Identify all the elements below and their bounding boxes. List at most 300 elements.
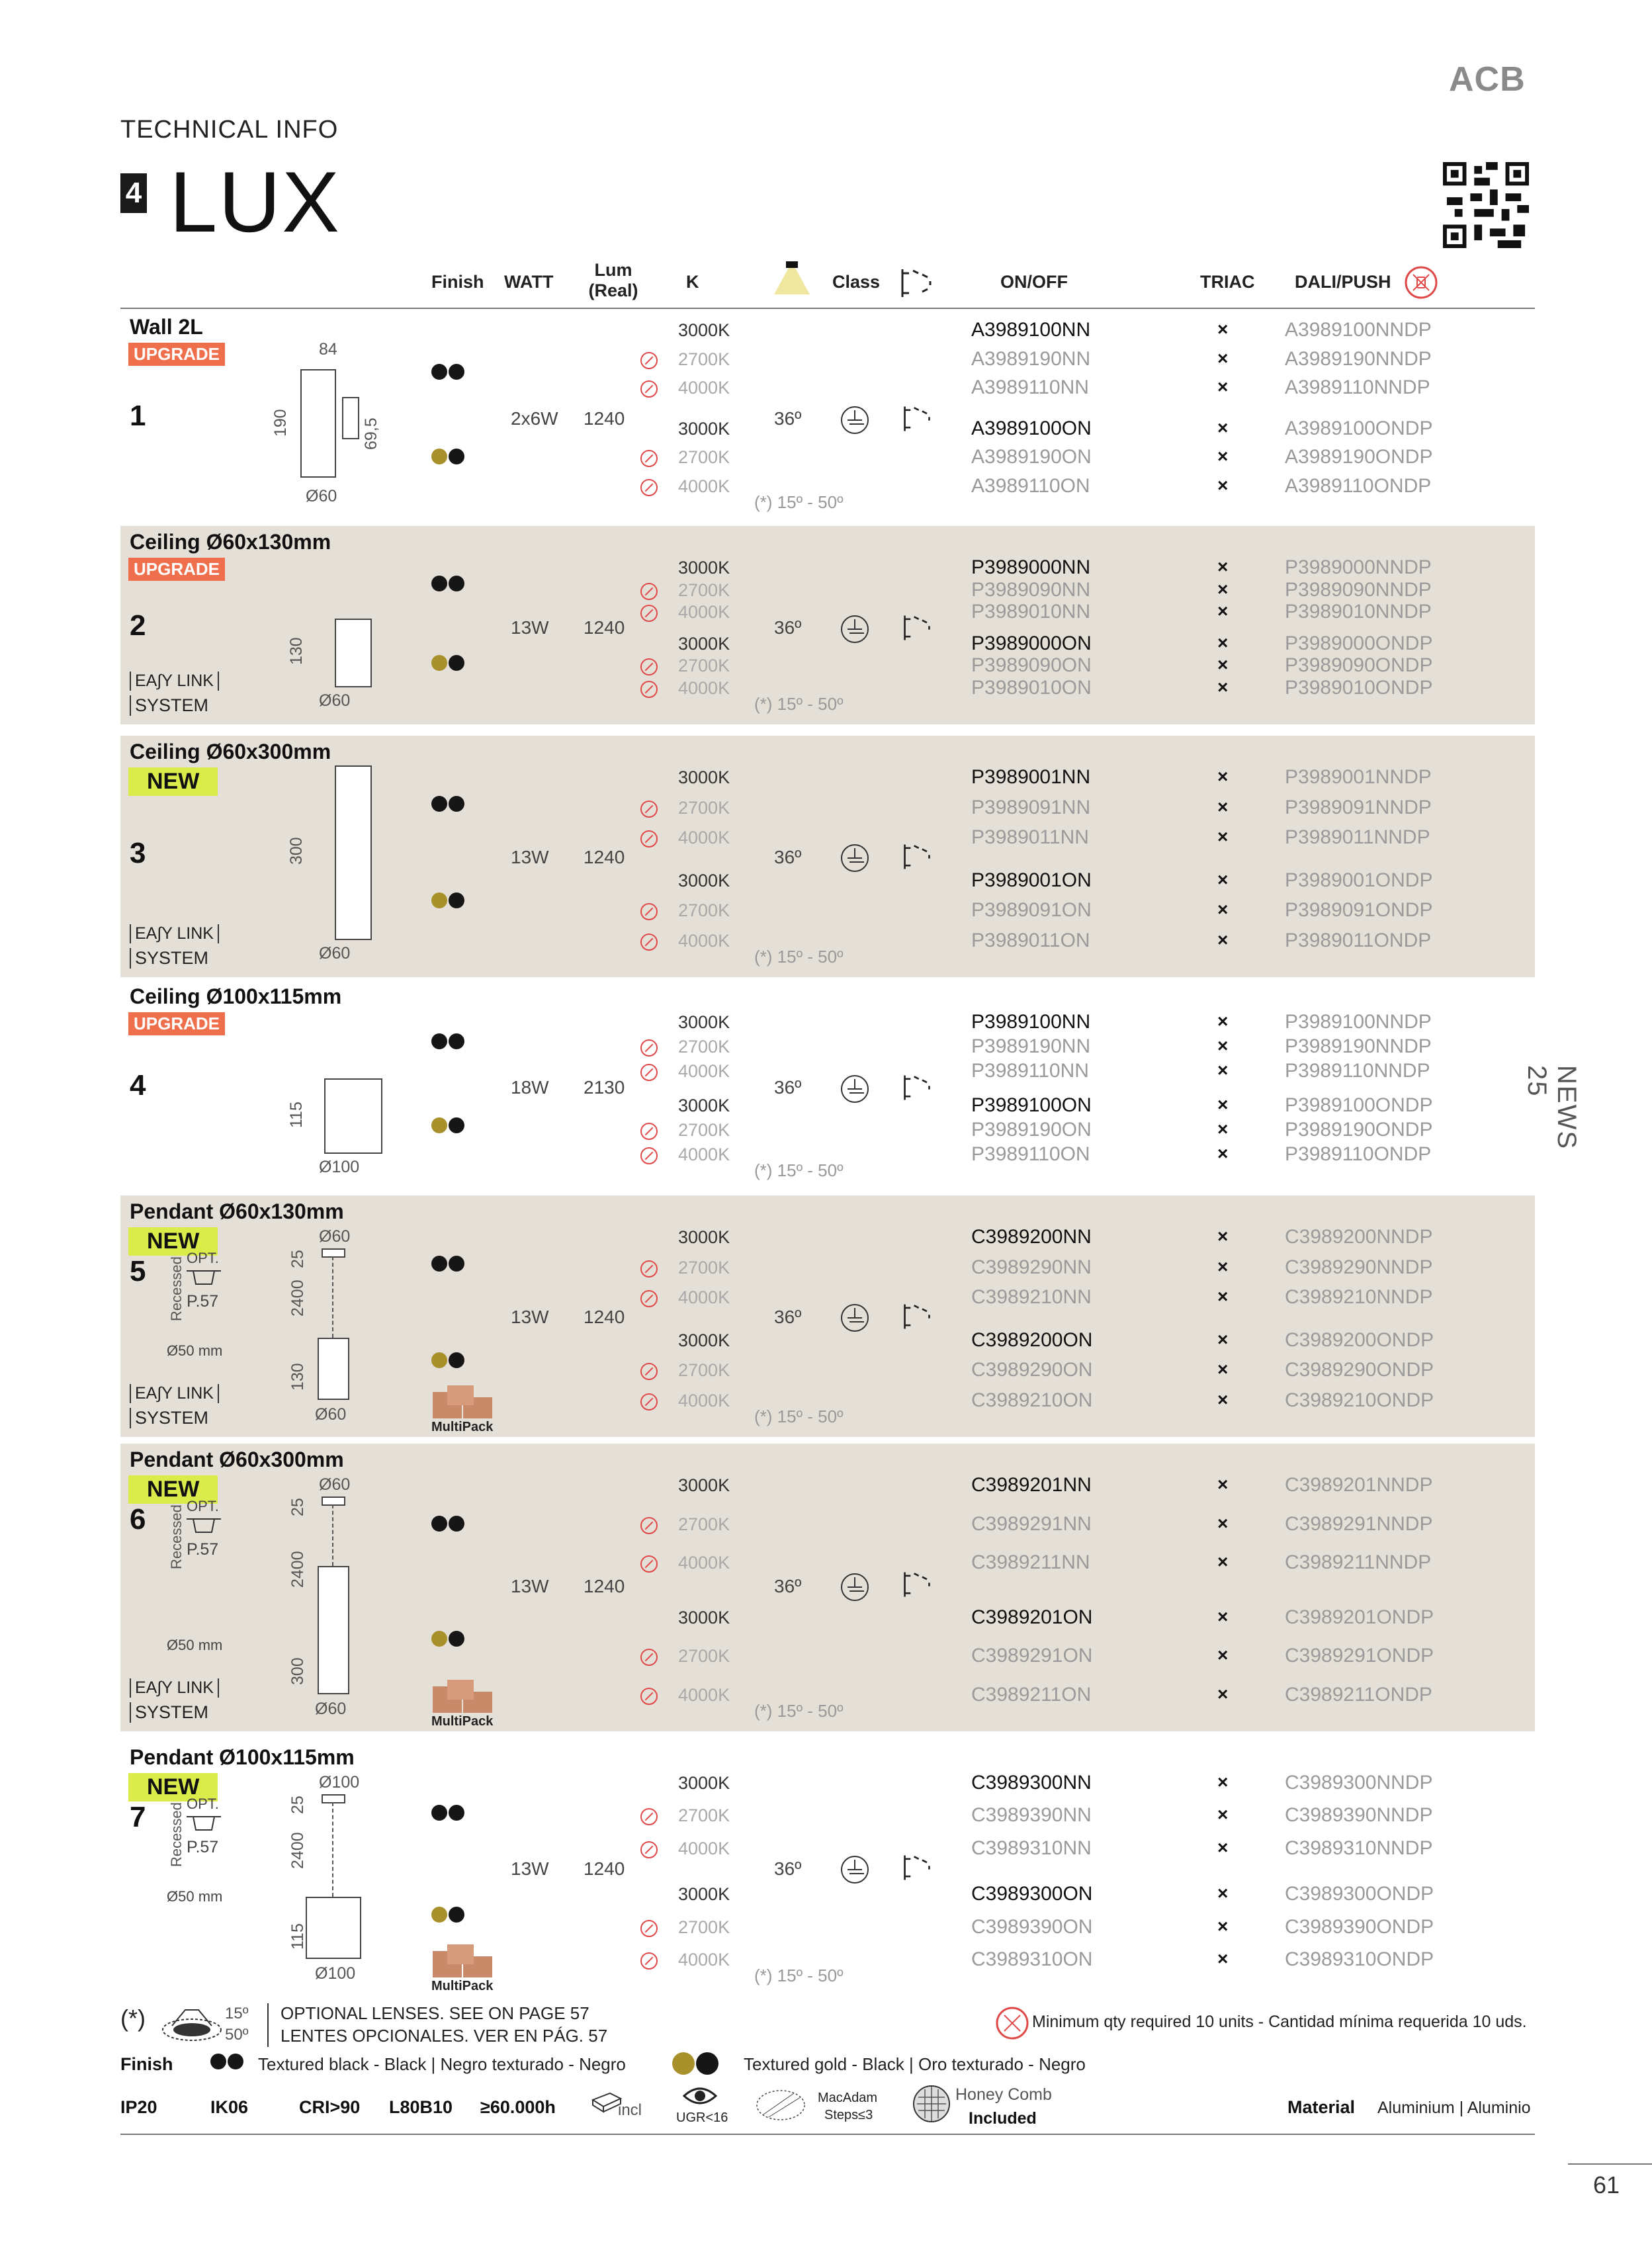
- onoff-code: C3989390NN: [971, 1804, 1092, 1827]
- dim-bottom: Ø60: [319, 944, 351, 963]
- color-temp: 2700K: [678, 1257, 730, 1278]
- onoff-code: P3989190NN: [971, 1035, 1091, 1058]
- finish-black-dots: [431, 576, 466, 595]
- class-ground-icon: [841, 1856, 869, 1884]
- header-dali: DALI/PUSH: [1295, 272, 1391, 292]
- watt-value: 13W: [511, 1858, 549, 1880]
- ugr-value: UGR<16: [676, 2110, 728, 2125]
- color-temp: 4000K: [678, 1950, 730, 1970]
- color-temp: 2700K: [678, 900, 730, 921]
- dali-code: A3989190ONDP: [1285, 446, 1433, 468]
- page-number-line: [1568, 2163, 1652, 2165]
- color-temp: 3000K: [678, 1607, 730, 1627]
- triac-unavailable-mark: ×: [1217, 556, 1229, 577]
- lens-15: 15º: [225, 2005, 249, 2022]
- min-qty-icon: [640, 1393, 658, 1410]
- cri-rating: CRI>90: [299, 2097, 361, 2117]
- beam-angle: 36º: [774, 408, 802, 429]
- multipack-label: MultiPack: [431, 1714, 494, 1729]
- color-temp: 3000K: [678, 1330, 730, 1350]
- triac-unavailable-mark: ×: [1217, 869, 1229, 890]
- product-row: [120, 1195, 1535, 1437]
- dali-code: C3989290NNDP: [1285, 1256, 1433, 1278]
- color-temp: 4000K: [678, 1838, 730, 1858]
- color-temp: 4000K: [678, 1391, 730, 1410]
- finish-black-dots: [431, 1033, 466, 1053]
- triac-unavailable-mark: ×: [1217, 1948, 1229, 1969]
- dim-height: 130: [288, 1363, 307, 1391]
- min-qty-icon: [640, 801, 658, 818]
- dim-bottom: Ø100: [319, 1158, 360, 1176]
- multipack-icon: [431, 1677, 495, 1715]
- beam-angle: 36º: [774, 1077, 802, 1098]
- lumen-value: 1240: [584, 1858, 625, 1880]
- dim-height: 115: [288, 1923, 307, 1950]
- lens-divider: [267, 2003, 269, 2047]
- min-qty-icon: [640, 1260, 658, 1278]
- dali-code: C3989200NNDP: [1285, 1226, 1433, 1248]
- onoff-code: P3989091ON: [971, 899, 1092, 922]
- section-title: TECHNICAL INFO: [120, 116, 339, 144]
- triac-unavailable-mark: ×: [1217, 1118, 1229, 1139]
- onoff-code: P3989100NN: [971, 1011, 1091, 1033]
- opt-label: OPT.: [187, 1498, 219, 1514]
- finish-gold-dots: [431, 1352, 466, 1371]
- product-title: Ceiling Ø60x130mm: [130, 530, 331, 554]
- color-temp: 3000K: [678, 870, 730, 890]
- recessed-label: Recessed: [168, 1504, 185, 1569]
- min-qty-icon: [640, 1147, 658, 1164]
- triac-unavailable-mark: ×: [1217, 899, 1229, 920]
- system-label: SYSTEM: [130, 695, 208, 716]
- lumen-value: 1240: [584, 846, 625, 867]
- color-temp: 2700K: [678, 349, 730, 369]
- onoff-code: C3989290NN: [971, 1256, 1092, 1278]
- dali-code: P3989011ONDP: [1285, 930, 1432, 951]
- header-finish: Finish: [431, 272, 484, 292]
- dali-code: C3989390NNDP: [1285, 1804, 1433, 1827]
- finish-gold-dots: [431, 655, 466, 674]
- lens-note: (*) 15º - 50º: [754, 1701, 844, 1721]
- hole-size: Ø50 mm: [167, 1342, 223, 1359]
- onoff-code: C3989291ON: [971, 1645, 1093, 1667]
- lumen-value: 1240: [584, 617, 625, 638]
- easy-link-logo: EA∫Y LINK: [130, 1678, 219, 1698]
- onoff-code: A3989110ON: [971, 475, 1090, 497]
- triac-unavailable-mark: ×: [1217, 1060, 1229, 1081]
- product-drawing: [335, 765, 372, 940]
- dali-code: P3989090NNDP: [1285, 578, 1432, 601]
- onoff-code: P3989000ON: [971, 632, 1092, 654]
- finish-gold-dots: [431, 449, 466, 468]
- onoff-code: P3989010NN: [971, 601, 1091, 623]
- lens-line-2: LENTES OPCIONALES. VER EN PÁG. 57: [281, 2026, 608, 2046]
- product-row: [120, 311, 1535, 523]
- watt-value: 13W: [511, 1576, 549, 1597]
- cable-drawing: [332, 1504, 335, 1566]
- dali-code: C3989390ONDP: [1285, 1915, 1434, 1938]
- eye-icon: [681, 2084, 718, 2108]
- beam-angle: 36º: [774, 846, 802, 867]
- color-temp: 3000K: [678, 1475, 730, 1495]
- dali-code: P3989190ONDP: [1285, 1118, 1433, 1141]
- min-qty-icon: [640, 1039, 658, 1057]
- dali-code: P3989001ONDP: [1285, 869, 1433, 891]
- product-drawing: [300, 369, 336, 478]
- dali-code: C3989210ONDP: [1285, 1389, 1434, 1411]
- onoff-code: P3989110NN: [971, 1060, 1089, 1082]
- finish-black-swatch: [210, 2054, 245, 2073]
- color-temp: 2700K: [678, 1037, 730, 1057]
- dali-code: C3989201NNDP: [1285, 1474, 1433, 1496]
- min-qty-icon: [640, 1649, 658, 1666]
- min-qty-icon: [640, 1064, 658, 1081]
- page-number: 61: [1593, 2171, 1620, 2198]
- status-badge: UPGRADE: [128, 343, 225, 366]
- triac-unavailable-mark: ×: [1217, 632, 1229, 653]
- min-qty-note: Minimum qty required 10 units - Cantidad mínima requerida 10 uds.: [1032, 2013, 1527, 2031]
- triac-unavailable-mark: ×: [1217, 347, 1229, 369]
- l80-rating: L80B10: [389, 2097, 453, 2117]
- status-badge: UPGRADE: [128, 1012, 225, 1035]
- footer-rule: [120, 2134, 1535, 2135]
- color-temp: 3000K: [678, 418, 730, 439]
- product-title: Ceiling Ø60x300mm: [130, 740, 331, 763]
- class-ground-icon: [841, 615, 869, 643]
- dali-code: C3989291NNDP: [1285, 1512, 1433, 1535]
- cable-drawing: [332, 1256, 335, 1338]
- min-qty-icon: [640, 1920, 658, 1937]
- watt-value: 13W: [511, 1306, 549, 1327]
- product-number: 2: [130, 609, 146, 642]
- finish-gold-dots: [431, 1631, 466, 1650]
- onoff-code: P3989090NN: [971, 578, 1091, 601]
- dali-code: C3989210NNDP: [1285, 1286, 1433, 1309]
- triac-unavailable-mark: ×: [1217, 1094, 1229, 1115]
- product-title: Pendant Ø60x300mm: [130, 1448, 344, 1471]
- beam-angle: 36º: [774, 1306, 802, 1327]
- easy-link-logo: EA∫Y LINK: [130, 924, 219, 943]
- dim-canopy: 25: [288, 1498, 307, 1516]
- lens-50: 50º: [225, 2026, 249, 2044]
- family-name: LUX: [169, 153, 341, 250]
- min-qty-icon: [640, 1290, 658, 1307]
- product-row: [120, 526, 1535, 724]
- family-number-badge: 4: [120, 173, 147, 213]
- lumen-value: 1240: [584, 408, 625, 429]
- status-badge: UPGRADE: [128, 558, 225, 581]
- lens-icon: [159, 2003, 225, 2043]
- table-header: [120, 261, 1535, 309]
- triac-unavailable-mark: ×: [1217, 376, 1229, 398]
- lens-note: (*) 15º - 50º: [754, 1966, 844, 1985]
- dimmable-icon: [902, 1073, 932, 1102]
- dim-height: 190: [271, 409, 290, 437]
- header-class: Class: [832, 272, 881, 292]
- finish-black-dots: [431, 796, 466, 815]
- min-qty-icon: [640, 583, 658, 600]
- lumen-value: 1240: [584, 1576, 625, 1597]
- product-number: 4: [130, 1068, 146, 1102]
- finish-gold-dots: [431, 892, 466, 912]
- product-title: Pendant Ø100x115mm: [130, 1745, 355, 1769]
- onoff-code: P3989110ON: [971, 1143, 1090, 1165]
- dali-code: C3989211NNDP: [1285, 1551, 1432, 1574]
- dali-code: C3989300ONDP: [1285, 1883, 1434, 1905]
- product-row: [120, 1444, 1535, 1731]
- onoff-code: P3989090ON: [971, 654, 1092, 677]
- dali-code: P3989190NNDP: [1285, 1035, 1432, 1058]
- lens-note: (*) 15º - 50º: [754, 1160, 844, 1180]
- status-badge: NEW: [128, 767, 218, 796]
- onoff-code: P3989000NN: [971, 556, 1091, 578]
- triac-unavailable-mark: ×: [1217, 417, 1229, 438]
- finish-black-dots: [431, 1516, 466, 1535]
- dali-code: P3989091NNDP: [1285, 796, 1432, 818]
- min-qty-icon: [640, 1841, 658, 1858]
- triac-unavailable-mark: ×: [1217, 578, 1229, 599]
- dim-cable: 2400: [288, 1279, 307, 1317]
- onoff-code: C3989300ON: [971, 1883, 1093, 1905]
- min-qty-icon: [640, 380, 658, 398]
- macadam-icon: [754, 2084, 818, 2124]
- min-qty-icon: [640, 658, 658, 675]
- color-temp: 3000K: [678, 1773, 730, 1793]
- beam-angle: 36º: [774, 1576, 802, 1597]
- triac-unavailable-mark: ×: [1217, 1011, 1229, 1031]
- onoff-code: C3989201ON: [971, 1606, 1093, 1628]
- watt-value: 13W: [511, 846, 549, 867]
- triac-unavailable-mark: ×: [1217, 475, 1229, 496]
- dali-code: P3989010ONDP: [1285, 677, 1433, 699]
- watt-value: 13W: [511, 617, 549, 638]
- easy-link-logo: EA∫Y LINK: [130, 1384, 219, 1403]
- triac-unavailable-mark: ×: [1217, 930, 1229, 950]
- onoff-code: C3989201NN: [971, 1474, 1092, 1496]
- lumen-value: 1240: [584, 1306, 625, 1327]
- onoff-code: P3989190ON: [971, 1118, 1092, 1141]
- dali-code: P3989090ONDP: [1285, 654, 1433, 677]
- min-qty-icon: [640, 1517, 658, 1534]
- product-number: 6: [130, 1503, 146, 1536]
- dali-code: P3989091ONDP: [1285, 899, 1433, 922]
- onoff-code: P3989100ON: [971, 1094, 1092, 1116]
- product-drawing: [324, 1078, 382, 1154]
- product-number: 1: [130, 400, 146, 433]
- hole-size: Ø50 mm: [167, 1888, 223, 1905]
- dali-code: P3989110ONDP: [1285, 1143, 1432, 1165]
- onoff-code: C3989211NN: [971, 1551, 1090, 1574]
- lens-note: (*) 15º - 50º: [754, 694, 844, 714]
- min-qty-icon: [640, 933, 658, 951]
- onoff-code: C3989210NN: [971, 1286, 1092, 1309]
- onoff-code: C3989290ON: [971, 1359, 1093, 1381]
- side-label: NEWS 25: [1522, 1065, 1581, 1150]
- header-triac: TRIAC: [1200, 272, 1255, 292]
- dim-bottom: Ø100: [315, 1964, 356, 1983]
- product-drawing: [335, 619, 372, 687]
- dim-bottom: Ø60: [315, 1405, 347, 1424]
- recessed-icon: [184, 1814, 224, 1834]
- dimmable-icon: [902, 1570, 932, 1599]
- honeycomb-included: Included: [969, 2109, 1037, 2128]
- class-ground-icon: [841, 844, 869, 872]
- triac-unavailable-mark: ×: [1217, 1883, 1229, 1904]
- color-temp: 2700K: [678, 447, 730, 468]
- min-qty-icon: [640, 450, 658, 467]
- beam-angle: 36º: [774, 617, 802, 638]
- product-number: 7: [130, 1801, 146, 1833]
- dim-bottom: Ø60: [306, 487, 337, 505]
- color-temp: 2700K: [678, 656, 730, 676]
- product-title: Ceiling Ø100x115mm: [130, 984, 342, 1008]
- status-badge: NEW: [128, 1227, 218, 1256]
- finish-gold-swatch: [672, 2052, 720, 2078]
- dali-code: P3989110NNDP: [1285, 1060, 1430, 1082]
- color-temp: 4000K: [678, 476, 730, 496]
- triac-unavailable-mark: ×: [1217, 1551, 1229, 1573]
- min-qty-icon: [640, 681, 658, 698]
- beam-angle: 36º: [774, 1858, 802, 1880]
- onoff-code: C3989300NN: [971, 1772, 1092, 1794]
- onoff-code: A3989190ON: [971, 446, 1092, 468]
- dimmable-icon: [902, 404, 932, 433]
- triac-unavailable-mark: ×: [1217, 446, 1229, 467]
- color-temp: 4000K: [678, 1061, 730, 1082]
- min-qty-icon: [640, 1952, 658, 1970]
- color-temp: 3000K: [678, 1095, 730, 1115]
- color-temp: 4000K: [678, 1553, 730, 1573]
- header-lum: Lum (Real): [588, 260, 638, 300]
- color-temp: 4000K: [678, 1145, 730, 1164]
- triac-unavailable-mark: ×: [1217, 1226, 1229, 1246]
- color-temp: 3000K: [678, 1227, 730, 1247]
- min-qty-icon: [640, 1688, 658, 1705]
- color-temp: 4000K: [678, 602, 730, 623]
- triac-unavailable-mark: ×: [1217, 1474, 1229, 1495]
- honeycomb-label: Honey Comb: [955, 2085, 1052, 2104]
- multipack-icon: [431, 1383, 495, 1421]
- triac-unavailable-mark: ×: [1217, 1389, 1229, 1410]
- triac-unavailable-mark: ×: [1217, 1837, 1229, 1858]
- dali-code: P3989010NNDP: [1285, 601, 1432, 623]
- color-temp: 3000K: [678, 767, 730, 787]
- color-temp: 2700K: [678, 580, 730, 600]
- onoff-code: P3989091NN: [971, 796, 1091, 818]
- dimmable-icon: [902, 613, 932, 642]
- min-qty-icon: [640, 830, 658, 847]
- onoff-code: C3989210ON: [971, 1389, 1093, 1411]
- min-qty-icon: [640, 1363, 658, 1380]
- triac-unavailable-mark: ×: [1217, 1804, 1229, 1825]
- min-qty-icon: [640, 903, 658, 920]
- dali-code: C3989291ONDP: [1285, 1645, 1434, 1667]
- ip-rating: IP20: [120, 2097, 157, 2117]
- color-temp: 3000K: [678, 1012, 730, 1032]
- finish-gold-dots: [431, 1117, 466, 1137]
- recessed-label: Recessed: [168, 1256, 185, 1321]
- material-value: Aluminium | Aluminio: [1377, 2099, 1531, 2117]
- easy-link-logo: EA∫Y LINK: [130, 672, 219, 691]
- dali-code: A3989100NNDP: [1285, 319, 1432, 341]
- min-qty-icon: [640, 1555, 658, 1573]
- triac-unavailable-mark: ×: [1217, 1915, 1229, 1936]
- dali-code: C3989290ONDP: [1285, 1359, 1434, 1381]
- system-label: SYSTEM: [130, 1702, 208, 1723]
- product-row: [120, 736, 1535, 977]
- color-temp: 2700K: [678, 1646, 730, 1667]
- class-ground-icon: [841, 1304, 869, 1332]
- dali-code: C3989310ONDP: [1285, 1948, 1434, 1970]
- header-k: K: [686, 272, 699, 292]
- onoff-code: P3989011NN: [971, 826, 1089, 849]
- lens-note: (*) 15º - 50º: [754, 947, 844, 967]
- page-ref: P.57: [187, 1838, 219, 1856]
- product-title: Wall 2L: [130, 315, 203, 339]
- dim-top: Ø60: [319, 1227, 351, 1246]
- dim-top: Ø100: [319, 1773, 360, 1792]
- dim-height: 300: [288, 1657, 307, 1685]
- dimmable-icon: [902, 1302, 932, 1331]
- triac-unavailable-mark: ×: [1217, 1143, 1229, 1164]
- onoff-code: A3989190NN: [971, 347, 1091, 370]
- macadam-steps: Steps≤3: [824, 2108, 873, 2122]
- finish-black-dots: [431, 1256, 466, 1275]
- macadam-label: MacAdam: [818, 2091, 878, 2105]
- class-ground-icon: [841, 406, 869, 434]
- color-temp: 4000K: [678, 828, 730, 848]
- triac-unavailable-mark: ×: [1217, 1035, 1229, 1057]
- color-temp: 4000K: [678, 931, 730, 951]
- dim-height: 300: [287, 837, 306, 865]
- opt-label: OPT.: [187, 1250, 219, 1266]
- product-drawing: [318, 1338, 349, 1400]
- header-watt: WATT: [504, 272, 554, 292]
- qr-code-icon[interactable]: [1442, 162, 1530, 248]
- watt-value: 18W: [511, 1077, 549, 1098]
- triac-unavailable-mark: ×: [1217, 1606, 1229, 1627]
- triac-unavailable-mark: ×: [1217, 319, 1229, 339]
- dali-code: C3989300NNDP: [1285, 1772, 1433, 1794]
- min-qty-icon: [640, 352, 658, 369]
- dali-code: A3989110ONDP: [1285, 475, 1432, 497]
- material-label: Material: [1287, 2097, 1356, 2117]
- dim-cable: 2400: [288, 1831, 307, 1869]
- class-ground-icon: [841, 1573, 869, 1601]
- dali-code: P3989000ONDP: [1285, 632, 1433, 654]
- product-number: 3: [130, 837, 146, 870]
- triac-unavailable-mark: ×: [1217, 796, 1229, 817]
- dali-code: C3989310NNDP: [1285, 1837, 1433, 1859]
- onoff-code: A3989100NN: [971, 319, 1091, 341]
- triac-unavailable-mark: ×: [1217, 766, 1229, 787]
- color-temp: 2700K: [678, 1917, 730, 1937]
- triac-unavailable-mark: ×: [1217, 1286, 1229, 1307]
- product-row: [120, 980, 1535, 1191]
- triac-unavailable-mark: ×: [1217, 1256, 1229, 1277]
- dim-height: 130: [287, 637, 306, 665]
- dim-cable: 2400: [288, 1550, 307, 1588]
- dali-code: P3989000NNDP: [1285, 556, 1432, 578]
- triac-unavailable-mark: ×: [1217, 1328, 1229, 1350]
- class-ground-icon: [841, 1075, 869, 1103]
- product-title: Pendant Ø60x130mm: [130, 1199, 344, 1223]
- color-temp: 4000K: [678, 1287, 730, 1308]
- min-qty-footer-icon: [995, 2006, 1029, 2040]
- dali-code: A3989100ONDP: [1285, 417, 1433, 439]
- color-temp: 3000K: [678, 633, 730, 654]
- ik-rating: IK06: [210, 2097, 249, 2117]
